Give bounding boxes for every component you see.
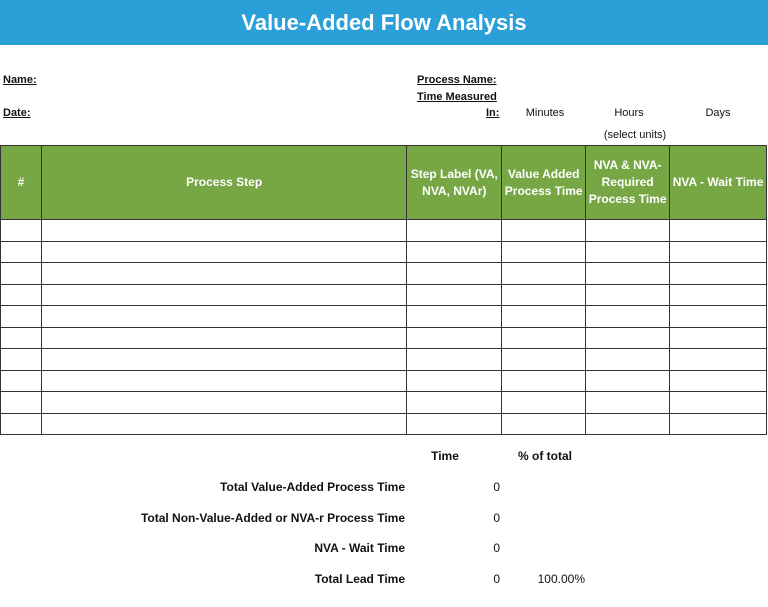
table-row <box>1 220 767 242</box>
table-cell[interactable] <box>586 306 670 328</box>
header-wait-time: NVA - Wait Time <box>670 146 767 220</box>
table-cell[interactable] <box>407 413 502 435</box>
table-cell[interactable] <box>502 392 586 414</box>
table-cell[interactable] <box>407 370 502 392</box>
header-step-label: Step Label (VA, NVA, NVAr) <box>407 146 502 220</box>
process-table <box>0 145 767 435</box>
summary-time-value: 0 <box>493 480 500 494</box>
table-cell[interactable] <box>670 349 767 371</box>
table-cell[interactable] <box>1 220 42 242</box>
header-process-step: Process Step <box>41 146 406 220</box>
process-name-label: Process Name: <box>417 74 497 86</box>
summary-label: Total Value-Added Process Time <box>220 480 405 494</box>
table-cell[interactable] <box>1 263 42 285</box>
table-cell[interactable] <box>502 263 586 285</box>
table-cell[interactable] <box>670 392 767 414</box>
name-label: Name: <box>3 74 37 86</box>
unit-days[interactable]: Days <box>705 107 731 119</box>
table-cell[interactable] <box>1 392 42 414</box>
table-cell[interactable] <box>586 220 670 242</box>
table-cell[interactable] <box>41 349 406 371</box>
summary-time-value: 0 <box>493 511 500 525</box>
table-row <box>1 392 767 414</box>
table-row <box>1 413 767 435</box>
table-cell[interactable] <box>407 306 502 328</box>
table-cell[interactable] <box>1 327 42 349</box>
summary-time-value: 0 <box>493 541 500 555</box>
summary-time-value: 0 <box>493 572 500 586</box>
table-cell[interactable] <box>502 220 586 242</box>
date-label: Date: <box>3 107 31 119</box>
table-row <box>1 263 767 285</box>
table-cell[interactable] <box>670 306 767 328</box>
table-cell[interactable] <box>41 220 406 242</box>
table-cell[interactable] <box>1 370 42 392</box>
table-cell[interactable] <box>670 263 767 285</box>
table-cell[interactable] <box>586 349 670 371</box>
in-label: In: <box>486 107 500 119</box>
table-row <box>1 306 767 328</box>
table-cell[interactable] <box>586 241 670 263</box>
table-cell[interactable] <box>1 284 42 306</box>
table-cell[interactable] <box>670 220 767 242</box>
page-title: Value-Added Flow Analysis <box>0 0 768 45</box>
table-cell[interactable] <box>407 349 502 371</box>
table-cell[interactable] <box>41 284 406 306</box>
table-row <box>1 349 767 371</box>
table-cell[interactable] <box>41 327 406 349</box>
table-cell[interactable] <box>41 413 406 435</box>
table-cell[interactable] <box>407 327 502 349</box>
table-cell[interactable] <box>670 413 767 435</box>
table-cell[interactable] <box>502 349 586 371</box>
table-cell[interactable] <box>41 392 406 414</box>
summary-label: Total Lead Time <box>314 572 405 586</box>
table-cell[interactable] <box>502 327 586 349</box>
summary-label: Total Non-Value-Added or NVA-r Process Time <box>140 511 405 525</box>
table-cell[interactable] <box>502 284 586 306</box>
table-cell[interactable] <box>1 306 42 328</box>
header-number: # <box>1 146 42 220</box>
header-va-time: Value Added Process Time <box>502 146 586 220</box>
table-cell[interactable] <box>407 241 502 263</box>
table-cell[interactable] <box>407 284 502 306</box>
time-measured-label: Time Measured <box>417 91 497 103</box>
table-cell[interactable] <box>670 241 767 263</box>
table-cell[interactable] <box>41 263 406 285</box>
units-hint: (select units) <box>603 129 667 141</box>
table-cell[interactable] <box>41 306 406 328</box>
table-cell[interactable] <box>586 263 670 285</box>
summary-label: NVA - Wait Time <box>314 541 405 555</box>
table-row <box>1 284 767 306</box>
table-cell[interactable] <box>502 306 586 328</box>
table-cell[interactable] <box>670 327 767 349</box>
table-cell[interactable] <box>502 413 586 435</box>
summary-time-header: Time <box>431 449 459 463</box>
table-cell[interactable] <box>41 241 406 263</box>
table-cell[interactable] <box>586 392 670 414</box>
table-cell[interactable] <box>407 220 502 242</box>
table-cell[interactable] <box>586 413 670 435</box>
table-row <box>1 241 767 263</box>
unit-hours[interactable]: Hours <box>614 107 644 119</box>
table-row <box>1 327 767 349</box>
table-cell[interactable] <box>586 284 670 306</box>
summary-pct-header: % of total <box>518 449 572 463</box>
header-nva-time: NVA & NVA-Required Process Time <box>586 146 670 220</box>
table-cell[interactable] <box>502 370 586 392</box>
table-cell[interactable] <box>407 392 502 414</box>
table-cell[interactable] <box>586 327 670 349</box>
table-cell[interactable] <box>502 241 586 263</box>
table-cell[interactable] <box>1 413 42 435</box>
table-cell[interactable] <box>41 370 406 392</box>
table-row <box>1 370 767 392</box>
unit-minutes[interactable]: Minutes <box>525 107 565 119</box>
table-cell[interactable] <box>586 370 670 392</box>
summary-pct-value: 100.00% <box>537 572 585 586</box>
table-cell[interactable] <box>407 263 502 285</box>
table-cell[interactable] <box>1 241 42 263</box>
table-cell[interactable] <box>670 284 767 306</box>
table-cell[interactable] <box>1 349 42 371</box>
table-cell[interactable] <box>670 370 767 392</box>
